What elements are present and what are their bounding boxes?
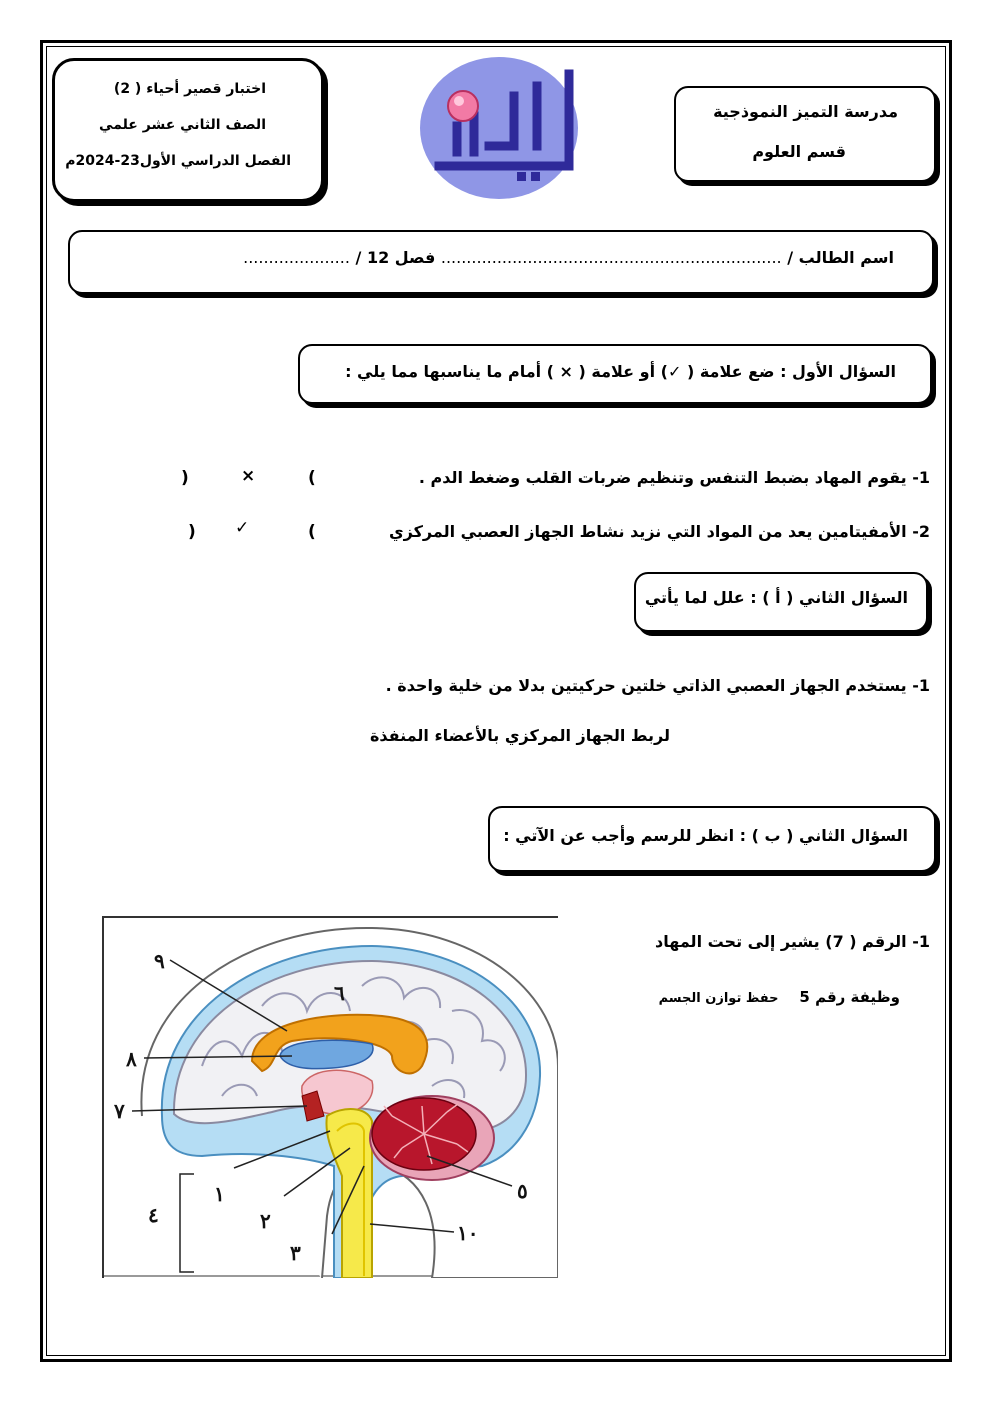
label-5: ٥: [517, 1179, 528, 1203]
q2b-item-1-text: الرقم ( 7) يشير إلى تحت المهاد: [655, 932, 907, 951]
q2b-item-1: [655, 932, 930, 951]
class-field[interactable]: .....................: [243, 248, 350, 267]
school-name: مدرسة التميز النموذجية: [713, 102, 898, 121]
q1-item-2-answer[interactable]: ✓: [235, 518, 250, 538]
q2b-function-line: [659, 988, 900, 1006]
q2a-item-1-num: 1-: [912, 676, 930, 695]
q1-header: السؤال الأول : ضع علامة ( ✓) أو علامة ( × ) أمام ما يناسبها مما يلي :: [345, 362, 896, 381]
school-logo: [419, 56, 581, 200]
q2b-function-num: 5: [799, 988, 810, 1006]
logo-background: [420, 57, 578, 199]
class-label: فصل 12 /: [355, 248, 436, 267]
exam-title: اختبار قصير أحياء ( 2): [113, 81, 266, 97]
label-8: ٨: [126, 1047, 137, 1071]
q2b-header: السؤال الثاني ( ب ) : انظر للرسم وأجب عن الآتي :: [503, 826, 908, 845]
logo-dot-icon: [448, 91, 478, 121]
q1-item-1-text: يقوم المهاد بضبط التنفس وتنظيم ضربات القلب وضغط الدم .: [418, 468, 907, 487]
q1-header-box: [298, 344, 932, 404]
school-box: [674, 86, 936, 182]
q2a-item-1: [386, 676, 930, 695]
exam-info-box: [52, 58, 324, 202]
student-name-label: اسم الطالب /: [787, 248, 894, 267]
q2b-item-1-num: 1-: [912, 932, 930, 951]
label-9: ٩: [154, 949, 165, 973]
label-10: ١٠: [457, 1221, 479, 1245]
label-2: ٢: [260, 1209, 271, 1233]
label-3: ٣: [290, 1241, 301, 1265]
q2a-header: السؤال الثاني ( أ ) : علل لما يأتي: [644, 588, 908, 607]
student-name-field[interactable]: ...................................................................: [440, 248, 782, 267]
q1-item-1: [419, 468, 930, 487]
q2a-header-box: [634, 572, 928, 632]
q2a-item-1-text: يستخدم الجهاز العصبي الذاتي خلتين حركيتين بدلا من خلية واحدة .: [385, 676, 907, 695]
q2b-function-label: وظيفة رقم: [815, 988, 900, 1006]
label-4: ٤: [148, 1203, 159, 1227]
label-1: ١: [214, 1182, 225, 1206]
q1-item-1-open: (: [308, 468, 316, 488]
q1-item-1-num: 1-: [912, 468, 930, 487]
q1-item-2-open: (: [308, 522, 316, 542]
label-6: ٦: [334, 981, 345, 1005]
brain-diagram: [102, 916, 558, 1278]
student-line: [243, 248, 894, 267]
q1-item-2-text: الأمفيتامين يعد من المواد التي نزيد نشاط الجهاز العصبي المركزي: [389, 522, 907, 541]
department-name: قسم العلوم: [752, 142, 846, 161]
brain-diagram-svg: [102, 916, 558, 1278]
exam-term: الفصل الدراسي الأول23-2024م: [65, 153, 291, 169]
q1-item-2-close: ): [188, 522, 196, 542]
q1-item-2-num: 2-: [912, 522, 930, 541]
exam-grade: الصف الثاني عشر علمي: [99, 117, 266, 133]
q1-item-1-answer[interactable]: ×: [241, 466, 256, 486]
q1-item-1-close: ): [181, 468, 189, 488]
q2b-header-box: [488, 806, 936, 872]
q2a-answer[interactable]: لربط الجهاز المركزي بالأعضاء المنفذة: [369, 726, 670, 745]
label-7: ٧: [114, 1099, 125, 1123]
student-info-box: [68, 230, 934, 294]
q2b-function-answer[interactable]: حفظ توازن الجسم: [658, 991, 779, 1006]
q1-item-2: [389, 522, 930, 541]
